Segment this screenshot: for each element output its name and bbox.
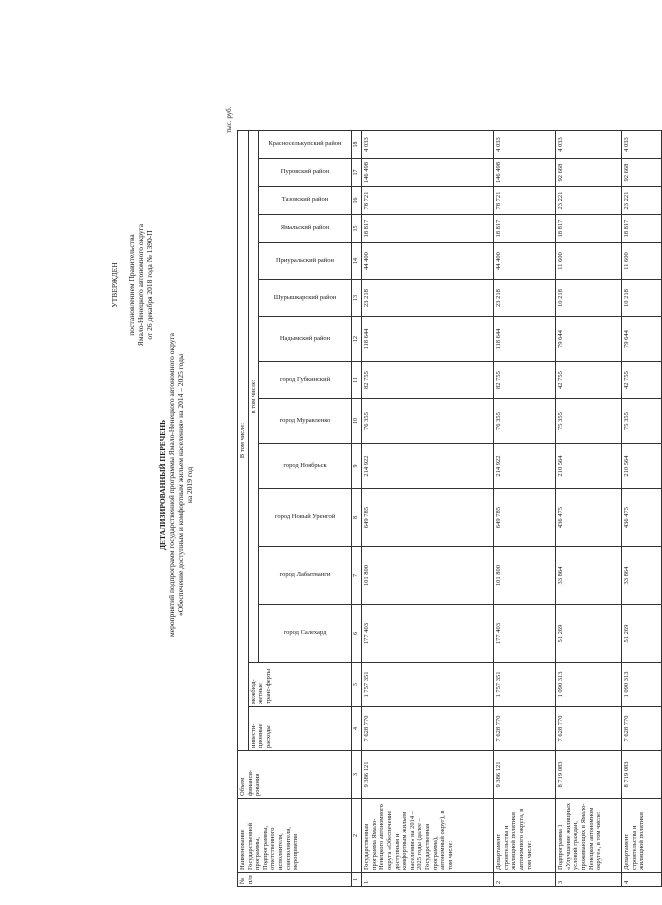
row-transfers: 1 090 313: [556, 663, 622, 707]
district-value: 44 400: [362, 243, 494, 280]
district-value: 4 033: [622, 131, 662, 159]
district-label: Красноселькупский район: [268, 140, 342, 148]
column-number: 9: [352, 444, 362, 489]
heading-line: на 2019 год: [185, 466, 194, 504]
row-investment: 7 628 770: [622, 707, 662, 751]
approval-line: Ямало-Ненецкого автономного округа: [136, 223, 145, 347]
district-label: Ямальский район: [280, 224, 330, 232]
district-value: 33 864: [556, 547, 622, 605]
unit-label: тыс. руб.: [225, 106, 233, 133]
district-header: [259, 215, 352, 243]
district-value: 79 644: [622, 317, 662, 362]
district-value: 44 400: [494, 243, 556, 280]
row-number: 3: [556, 873, 622, 887]
district-value: 76 355: [362, 399, 494, 444]
district-value: 18 817: [622, 215, 662, 243]
district-value: 82 755: [494, 362, 556, 399]
district-header: [259, 159, 352, 187]
column-number: 18: [352, 131, 362, 159]
district-label: Надымский район: [280, 335, 331, 343]
row-investment: 7 628 770: [556, 707, 622, 751]
approval-title: УТВЕРЖДЕН: [110, 262, 119, 308]
district-value: 18 817: [362, 215, 494, 243]
district-value: 210 564: [556, 444, 622, 489]
row-name: Департамент строительства и жилищной политики: [622, 799, 662, 873]
column-number: 3: [352, 751, 362, 799]
district-value: 146 498: [362, 159, 494, 187]
district-value: 10 218: [622, 280, 662, 317]
district-header: [259, 399, 352, 444]
column-number: 11: [352, 362, 362, 399]
district-value: 214 922: [362, 444, 494, 489]
header-transfers: межбюд-жетные транс-ферты: [248, 663, 352, 707]
district-header: [259, 131, 352, 159]
row-name: Департамент строительства и жилищной политики автономного округа, в том числе:: [494, 799, 556, 873]
table-body: [362, 131, 662, 887]
district-value: 92 668: [622, 159, 662, 187]
district-label: город Салехард: [283, 629, 327, 637]
row-volume: 9 386 121: [362, 751, 494, 799]
row-investment: 7 628 770: [494, 707, 556, 751]
district-value: 79 644: [556, 317, 622, 362]
column-number: 6: [352, 605, 362, 663]
column-number: 4: [352, 707, 362, 751]
financing-table: [237, 130, 662, 887]
district-value: 101 800: [494, 547, 556, 605]
district-value: 33 864: [622, 547, 662, 605]
district-value: 4 033: [494, 131, 556, 159]
district-value: 18 817: [556, 215, 622, 243]
column-number: 14: [352, 243, 362, 280]
district-value: 11 600: [622, 243, 662, 280]
district-header: [259, 243, 352, 280]
row-number: 4: [622, 873, 662, 887]
district-header: [259, 362, 352, 399]
district-label: Пуровский район: [280, 168, 330, 176]
table-row: [494, 131, 556, 887]
approval-line: постановлением Правительства: [127, 234, 136, 336]
district-value: 649 785: [494, 489, 556, 547]
district-value: 436 475: [622, 489, 662, 547]
column-number-row: [352, 131, 362, 887]
district-label: город Губкинский: [280, 376, 331, 384]
table-row: [556, 131, 622, 887]
district-value: 118 644: [362, 317, 494, 362]
approval-stamp: [110, 165, 154, 405]
district-value: 23 218: [494, 280, 556, 317]
column-number: 5: [352, 663, 362, 707]
district-value: 75 355: [622, 399, 662, 444]
district-value: 75 355: [556, 399, 622, 444]
column-number: 1: [352, 873, 362, 887]
district-value: 82 755: [362, 362, 494, 399]
table-row: [622, 131, 662, 887]
column-number: 17: [352, 159, 362, 187]
district-label: город Лабытнанги: [279, 571, 331, 579]
district-value: 436 475: [556, 489, 622, 547]
district-label: город Новый Уренгой: [275, 513, 336, 521]
district-value: 4 033: [556, 131, 622, 159]
row-investment: 7 628 770: [362, 707, 494, 751]
heading-title: ДЕТАЛИЗИРОВАННЫЙ ПЕРЕЧЕНЬ: [158, 419, 167, 551]
district-value: 23 218: [362, 280, 494, 317]
district-value: 4 033: [362, 131, 494, 159]
district-value: 92 668: [556, 159, 622, 187]
column-number: 12: [352, 317, 362, 362]
column-number: 7: [352, 547, 362, 605]
district-header: [259, 444, 352, 489]
district-header: [259, 280, 352, 317]
district-value: 42 755: [556, 362, 622, 399]
district-value: 23 221: [622, 187, 662, 215]
column-number: 8: [352, 489, 362, 547]
district-label: город Ноябрьск: [283, 462, 327, 470]
heading-line: мероприятий подпрограмм государственной программы Ямало-Ненецкого автономного округа: [167, 333, 176, 637]
document-heading: [158, 225, 194, 745]
row-volume: 8 719 083: [556, 751, 622, 799]
district-value: 78 721: [494, 187, 556, 215]
approval-line: от 26 декабря 2018 года № 1390-П: [145, 230, 154, 340]
district-header: [259, 317, 352, 362]
column-number: 10: [352, 399, 362, 444]
district-value: 51 269: [556, 605, 622, 663]
row-transfers: 1 757 351: [362, 663, 494, 707]
column-number: 2: [352, 799, 362, 873]
district-value: 177 403: [494, 605, 556, 663]
district-value: 42 755: [622, 362, 662, 399]
district-header: [259, 187, 352, 215]
heading-line: «Обеспечение доступным и комфортным жильем населения» на 2014 – 2025 годы: [176, 353, 185, 617]
header-number: № п/п: [238, 873, 352, 887]
district-value: 11 600: [556, 243, 622, 280]
header-name: Наименование Государственной программы, Подпрограммы, ответственного исполнителя, соисполнителя, мероприятия: [238, 799, 352, 873]
column-number: 15: [352, 215, 362, 243]
table-row: [362, 131, 494, 887]
row-number: 2: [494, 873, 556, 887]
row-volume: 8 719 083: [622, 751, 662, 799]
row-name: Подпрограмма 1 «Улучшение жилищных условий граждан, проживающих в Ямало-Ненецком автономном округе», в том числе:: [556, 799, 622, 873]
district-value: 10 218: [556, 280, 622, 317]
header-investment: инвести-ционные расходы: [248, 707, 352, 751]
row-number: 1: [362, 873, 494, 887]
district-value: 214 922: [494, 444, 556, 489]
district-value: 177 403: [362, 605, 494, 663]
header-volume: Объем финанси-рования: [238, 751, 352, 799]
district-header: [259, 489, 352, 547]
district-value: 23 221: [556, 187, 622, 215]
district-value: 118 644: [494, 317, 556, 362]
district-value: 78 721: [362, 187, 494, 215]
header-including: В том числе:: [238, 131, 249, 751]
row-transfers: 1 757 351: [494, 663, 556, 707]
row-name: Государственная программа Ямало-Ненецкого автономного округа «Обеспечение доступным и комфортным жильем населения» на 2014 – 2025 годы (далее – Государственная программа), автономный округ), в том числе:: [362, 799, 494, 873]
district-label: Приуральский район: [276, 257, 335, 265]
header-including-districts: в том числе:: [248, 131, 259, 663]
district-header: [259, 605, 352, 663]
district-value: 76 355: [494, 399, 556, 444]
district-label: Тазовский район: [281, 196, 329, 204]
district-label: город Муравленко: [279, 417, 331, 425]
district-value: 649 785: [362, 489, 494, 547]
district-value: 18 817: [494, 215, 556, 243]
district-value: 146 498: [494, 159, 556, 187]
row-transfers: 1 090 313: [622, 663, 662, 707]
district-value: 51 269: [622, 605, 662, 663]
district-value: 210 564: [622, 444, 662, 489]
district-value: 101 800: [362, 547, 494, 605]
column-number: 16: [352, 187, 362, 215]
column-number: 13: [352, 280, 362, 317]
district-header: [259, 547, 352, 605]
district-label: Шурышкарский район: [273, 294, 337, 302]
row-volume: 9 386 121: [494, 751, 556, 799]
